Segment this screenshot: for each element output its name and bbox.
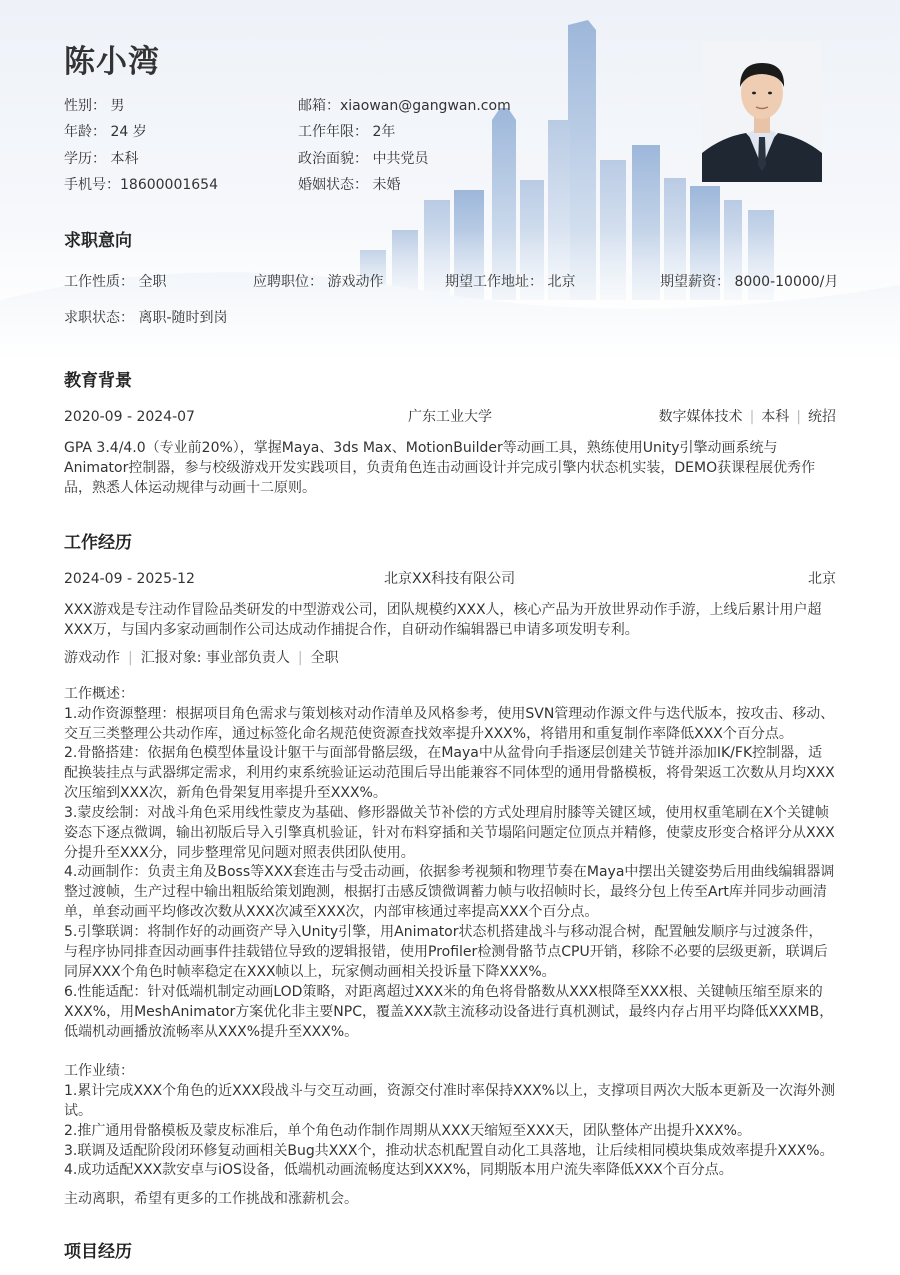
education-row (64, 148, 138, 168)
candidate-name: 陈小湾 (64, 44, 160, 80)
gender-label: 性别： (64, 98, 106, 114)
education-value: 本科 (110, 151, 139, 167)
intent-status-label: 求职状态： (64, 310, 134, 326)
education-major-degree (659, 407, 836, 427)
politics-row (298, 148, 428, 168)
work-duty-4: 4.动画制作：负责主角及Boss等XXX套连击与受击动画，依据参考视频和物理节奏在Maya中摆出关键姿势后用曲线编辑器调整过渡帧，生产过程中输出粗版给策划跑测，根据打击感反馈微调蓄力帧与收招帧时长，最终分包上传至Art库并同步动画清单，单套动画平均修改次数从XXX次减至XXX次，内部审核通过率提高XXX个百分点。 (64, 864, 835, 920)
education-degree: 本科 (761, 409, 790, 425)
separator: | (128, 650, 133, 666)
section-title-education: 教育背景 (64, 371, 132, 391)
phone-label: 手机号： (64, 177, 120, 193)
intent-status-value: 离职-随时到岗 (138, 310, 228, 326)
education-major: 数字媒体技术 (658, 409, 743, 425)
intent-location-label: 期望工作地址： (445, 274, 543, 290)
work-city: 北京 (808, 571, 836, 587)
intent-position-label: 应聘职位： (253, 274, 323, 290)
section-title-work: 工作经历 (64, 533, 132, 553)
education-school: 广东工业大学 (408, 409, 492, 425)
work-achievement-3: 3.联调及适配阶段闭环修复动画相关Bug共XXX个，推动状态机配置自动化工具落地，让后续相同模块集成效率提升XXX%。 (64, 1143, 834, 1159)
work-duty-6: 6.性能适配：针对低端机制定动画LOD策略，对距离超过XXX米的角色将骨骼数从XXX根降至XXX根、关键帧压缩至原来的XXX%，用MeshAnimator方案优化非主要NPC，覆盖XXX款主流移动设备进行真机测试，最终内存占用平均降低XXXMB，低端机动画播放流畅率从XXX%提升至XXX%。 (64, 984, 834, 1040)
intent-salary-label: 期望薪资： (660, 274, 730, 290)
marital-row (298, 174, 400, 194)
work-period: 2024-09 - 2025-12 (64, 571, 195, 587)
email-label: 邮箱： (298, 98, 340, 114)
work-achievements-label: 工作业绩： (64, 1063, 134, 1079)
intent-type (64, 272, 166, 292)
intent-type-label: 工作性质： (64, 274, 134, 290)
education-period: 2020-09 - 2024-07 (64, 409, 195, 425)
education-label: 学历： (64, 151, 106, 167)
separator: | (796, 409, 801, 425)
section-title-project: 项目经历 (64, 1242, 132, 1262)
avatar-photo-icon (702, 41, 822, 182)
age-label: 年龄： (64, 124, 106, 140)
work-achievement-2: 2.推广通用骨骼模板及蒙皮标准后，单个角色动作制作周期从XXX天缩短至XXX天，团队整体产出提升XXX%。 (64, 1123, 751, 1139)
years-row (298, 121, 395, 141)
phone-row (64, 174, 218, 194)
email-row (298, 95, 511, 115)
work-duty-5: 5.引擎联调：将制作好的动画资产导入Unity引擎，用Animator状态机搭建战斗与移动混合树，配置触发顺序与过渡条件，与程序协同排查因动画事件挂载错位导致的逻辑报错，使用Profiler检测骨骼节点CPU开销，移除不必要的层级更新，联调后同屏XXX个角色时帧率稳定在XXX帧以上，玩家侧动画相关投诉量下降XXX%。 (64, 924, 828, 980)
work-overview-label: 工作概述： (64, 686, 134, 702)
work-leave-reason: 主动离职，希望有更多的工作挑战和涨薪机会。 (64, 1191, 358, 1207)
separator: | (749, 409, 755, 425)
gender-value: 男 (110, 98, 125, 114)
work-tag-role: 游戏动作 (64, 650, 120, 666)
politics-label: 政治面貌： (298, 151, 368, 167)
years-label: 工作年限： (298, 124, 368, 140)
age-row (64, 121, 147, 141)
intent-salary-value: 8000-10000/月 (734, 274, 839, 290)
work-duty-1: 1.动作资源整理：根据项目角色需求与策划核对动作清单及风格参考，使用SVN管理动作源文件与迭代版本，按攻击、移动、交互三类整理公共动作库，通过标签化命名规范使资源查找效率提升XXX%，将错用和重复制作率降低XXX个百分点。 (64, 706, 835, 742)
section-title-intent: 求职意向 (64, 231, 132, 251)
years-value: 2年 (372, 124, 396, 140)
work-company-intro: XXX游戏是专注动作冒险品类研发的中型游戏公司，团队规模约XXX人，核心产品为开放世界动作手游，上线后累计用户超XXX万，与国内多家动画制作公司达成动作捕捉合作，自研动作编辑器已申请多项发明专利。 (64, 602, 822, 638)
intent-type-value: 全职 (138, 274, 167, 290)
gender-row (64, 95, 124, 115)
politics-value: 中共党员 (372, 151, 429, 167)
education-description: GPA 3.4/4.0（专业前20%），掌握Maya、3ds Max、MotionBuilder等动画工具，熟练使用Unity引擎动画系统与Animator控制器，参与校级游戏开发实践项目，负责角色连击动画设计并完成引擎内状态机实装，DEMO获课程展优秀作品，熟悉人体运动规律与动画十二原则。 (64, 440, 816, 496)
work-tags (64, 648, 339, 668)
work-company: 北京XX科技有限公司 (384, 571, 516, 587)
work-duty-2: 2.骨骼搭建：依据角色模型体量设计躯干与面部骨骼层级，在Maya中从盆骨向手指逐层创建关节链并添加IK/FK控制器，适配换装挂点与武器绑定需求，利用约束系统验证运动范围后导出能兼容不同体型的通用骨骼模板，将骨架返工次数从月均XXX次压缩到XXX次，新角色骨架复用率提升至XXX%。 (64, 745, 835, 801)
intent-position (253, 272, 383, 292)
marital-label: 婚姻状态： (298, 177, 368, 193)
intent-location-value: 北京 (547, 274, 576, 290)
avatar (702, 41, 822, 182)
intent-salary (660, 272, 838, 292)
intent-position-value: 游戏动作 (327, 274, 384, 290)
work-achievement-1: 1.累计完成XXX个角色的近XXX段战斗与交互动画，资源交付准时率保持XXX%以上，支撑项目两次大版本更新及一次海外测试。 (64, 1083, 835, 1119)
phone-value: 18600001654 (120, 177, 218, 193)
age-value: 24 岁 (110, 124, 147, 140)
education-rank: 统招 (808, 409, 836, 425)
email-value[interactable]: xiaowan@gangwan.com (340, 98, 511, 114)
work-achievement-4: 4.成功适配XXX款安卓与iOS设备，低端机动画流畅度达到XXX%，同期版本用户流失率降低XXX个百分点。 (64, 1162, 733, 1178)
work-tag-report: 汇报对象: 事业部负责人 (140, 650, 290, 666)
separator: | (297, 650, 303, 666)
intent-location (445, 272, 575, 292)
marital-value: 未婚 (372, 177, 401, 193)
intent-status (64, 308, 228, 328)
work-tag-type: 全职 (310, 650, 339, 666)
work-duty-3: 3.蒙皮绘制：对战斗角色采用线性蒙皮为基础、修形器做关节补偿的方式处理肩肘膝等关键区域，使用权重笔刷在X个关键帧姿态下逐点微调，输出初版后导入引擎真机验证，针对布料穿插和关节塌陷问题定位顶点并精修，使蒙皮形变合格评分从XXX分提升至XXX分，同步整理常见问题对照表供团队使用。 (64, 805, 835, 861)
